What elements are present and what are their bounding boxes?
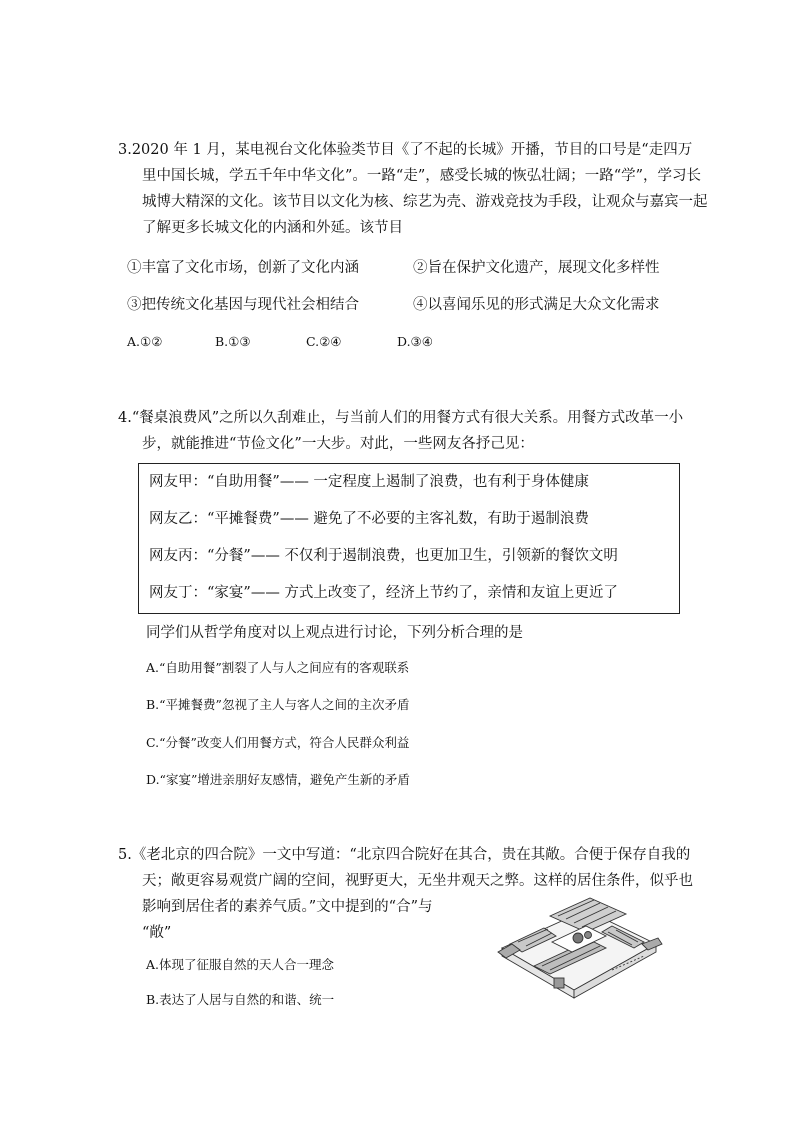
netizen-views-box [138,463,680,614]
stem-line: 影响到居住者的素养气质。”文中提到的“合”与 [142,899,433,915]
q4-option-a[interactable]: A.“自助用餐”割裂了人与人之间应有的客观联系 [146,660,410,675]
view-jia: 网友甲：“自助用餐”—— 一定程度上遏制了浪费，也有利于身体健康 [149,474,589,490]
siheyuan-courtyard-illustration [494,886,664,1014]
q3-statement-4: ④以喜闻乐见的形式满足大众文化需求 [413,297,660,313]
stem-line: 5.《老北京的四合院》一文中写道：“北京四合院好在其合，贵在其敞。合便于保存自我的 [118,847,691,863]
stem-line: 天；敞更容易观赏广阔的空间，视野更大，无坐井观天之弊。这样的居住条件，似乎也 [142,873,693,889]
q5-option-a[interactable]: A.体现了征服自然的天人合一理念 [146,957,335,972]
question-4-stem [118,405,684,457]
stem-line: 步，就能推进“节俭文化”一大步。对此，一些网友各抒己见： [142,436,534,452]
stem-line: 城博大精深的文化。该节目以文化为核、综艺为壳、游戏竞技为手段，让观众与嘉宾一起 [142,194,708,210]
q3-statement-1: ①丰富了文化市场，创新了文化内涵 [127,260,359,276]
stem-line: 了解更多长城文化的内涵和外延。该节目 [142,220,403,236]
stem-line: 4.“餐桌浪费风”之所以久刮难止，与当前人们的用餐方式有很大关系。用餐方式改革一小 [118,410,684,426]
q3-option-d[interactable]: D.③④ [397,334,433,349]
view-yi: 网友乙：“平摊餐费”—— 避免了不必要的主客礼数，有助于遏制浪费 [149,511,589,527]
q4-option-c[interactable]: C.“分餐”改变人们用餐方式，符合人民群众利益 [146,735,410,750]
q3-option-a[interactable]: A.①② [127,334,163,349]
stem-line: 3.2020 年 1 月，某电视台文化体验类节目《了不起的长城》开播，节目的口号是“走四万 [118,142,693,158]
stem-line: “敞” [142,925,172,941]
q4-option-b[interactable]: B.“平摊餐费”忽视了主人与客人之间的主次矛盾 [146,697,410,712]
view-bing: 网友丙：“分餐”—— 不仅利于遏制浪费，也更加卫生，引领新的餐饮文明 [149,548,618,564]
q5-option-b[interactable]: B.表达了人居与自然的和谐、统一 [146,992,335,1007]
q3-statement-2: ②旨在保护文化遗产，展现文化多样性 [413,260,660,276]
q3-option-c[interactable]: C.②④ [306,334,342,349]
stem-line: 里中国长城，学五千年中华文化”。一路“走”，感受长城的恢弘壮阔；一路“学”，学习长 [142,168,702,184]
q3-statement-3: ③把传统文化基因与现代社会相结合 [127,297,359,313]
q3-option-b[interactable]: B.①③ [215,334,251,349]
question-3-stem [118,137,708,241]
q4-question: 同学们从哲学角度对以上观点进行讨论，下列分析合理的是 [146,625,523,641]
q4-option-d[interactable]: D.“家宴”增进亲朋好友感情，避免产生新的矛盾 [146,772,410,787]
view-ding: 网友丁：“家宴”—— 方式上改变了，经济上节约了，亲情和友谊上更近了 [149,585,618,601]
